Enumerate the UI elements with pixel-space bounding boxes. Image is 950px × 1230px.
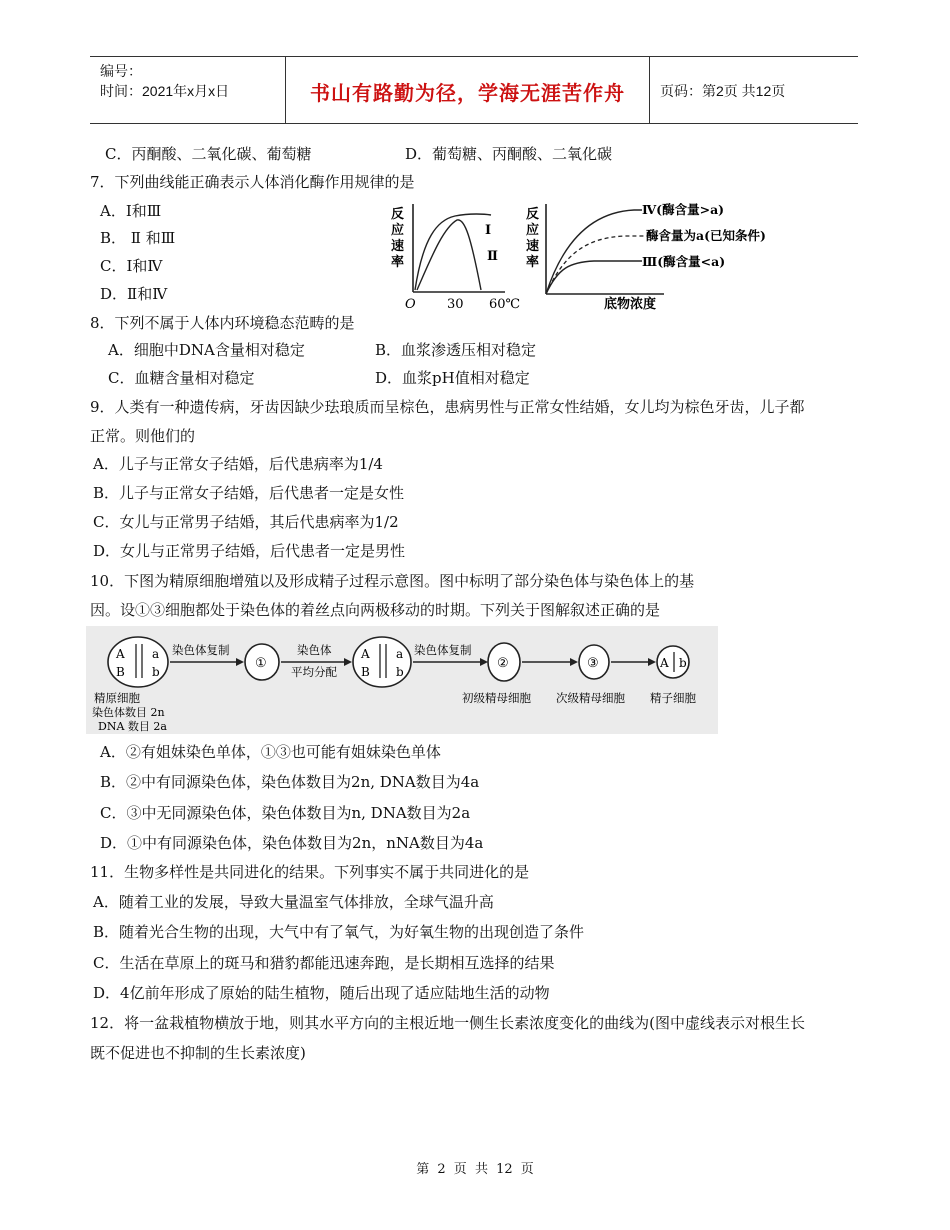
temperature-rate-graph [385, 198, 525, 313]
gene-b-1: b [152, 665, 160, 679]
graph1-curve-2 [417, 220, 481, 290]
graph1-curve-1 [415, 214, 491, 290]
footer-di: 第 [416, 1162, 430, 1177]
q10-option-a: A．②有姐妹染色单体，①③也可能有姐妹染色单体 [100, 743, 441, 761]
q11-option-c: C．生活在草原上的斑马和猎豹都能迅速奔跑，是长期相互选择的结果 [93, 954, 555, 972]
label-chromosome-count: 染色体数目 2n [92, 706, 165, 719]
q10-option-b: B．②中有同源染色体，染色体数目为2n, DNA数目为4a [100, 773, 480, 791]
graph1-ylabel-1: 反 [391, 207, 405, 222]
graph2-ylabel-3: 速 [526, 239, 540, 254]
q11-option-b: B．随着光合生物的出现，大气中有了氧气，为好氧生物的出现创造了条件 [93, 923, 585, 941]
graph1-curve-1-label: Ⅰ [485, 223, 492, 238]
motto: 书山有路勤为径，学海无涯苦作舟 [310, 81, 625, 105]
spermatogonium-cell-2 [353, 637, 411, 687]
page-header [90, 56, 858, 124]
q11-option-d: D．4亿前年形成了原始的陆生植物，随后出现了适应陆地生活的动物 [93, 984, 550, 1002]
graph1-origin: O [405, 297, 416, 312]
substrate-rate-graph [524, 198, 789, 313]
graph2-curve-3 [546, 261, 642, 294]
q7-option-b: B． Ⅱ 和Ⅲ [100, 229, 176, 247]
q10-option-c: C．③中无同源染色体，染色体数目为n, DNA数目为2a [100, 804, 471, 822]
q8-option-c: C．血糖含量相对稳定 [108, 369, 255, 387]
q7-stem: 7．下列曲线能正确表示人体消化酶作用规律的是 [90, 173, 415, 191]
q7-option-d: D．Ⅱ和Ⅳ [100, 285, 168, 303]
graph1-ylabel-4: 率 [391, 255, 405, 270]
footer-ye: 页 [453, 1162, 467, 1177]
q9-stem-line2: 正常。则他们的 [90, 427, 196, 445]
q9-stem-line1: 9．人类有一种遗传病，牙齿因缺少珐琅质而呈棕色，患病男性与正常女性结婚，女儿均为棕色牙齿，儿子都 [90, 398, 805, 416]
sperm-gene-b: b [679, 656, 687, 670]
q12-stem-line1: 12．将一盆栽植物横放于地，则其水平方向的主根近地一侧生长素浓度变化的曲线为(图中虚线表示对根生长 [90, 1014, 805, 1032]
q6-option-c: C．丙酮酸、二氧化碳、葡萄糖 [105, 145, 312, 163]
graph2-ylabel-4: 率 [526, 255, 540, 270]
graph2-ylabel-2: 应 [526, 223, 540, 238]
q7-option-a: A．Ⅰ和Ⅲ [100, 202, 162, 220]
gene-B-2: B [361, 665, 370, 679]
footer-page-number: 2 [437, 1162, 446, 1177]
gene-A-1: A [116, 647, 125, 661]
graph2-ylabel-1: 反 [526, 207, 540, 222]
header-right-cell [648, 57, 858, 123]
gene-A-2: A [361, 647, 370, 661]
arrow-distribution-label-1: 染色体 [297, 643, 332, 657]
label-secondary-spermatocyte: 次级精母细胞 [556, 691, 625, 705]
label-primary-spermatocyte: 初级精母细胞 [462, 691, 531, 705]
q8-stem: 8．下列不属于人体内环境稳态范畴的是 [90, 314, 355, 332]
arrow-distribution-label-2: 平均分配 [291, 665, 337, 679]
footer-gong: 共 [474, 1162, 488, 1177]
header-left-cell [90, 57, 285, 123]
cell-3-label: ③ [587, 656, 599, 671]
label-spermatogonium: 精原细胞 [94, 691, 140, 705]
gene-B-1: B [116, 665, 125, 679]
gene-a-2: a [396, 647, 404, 661]
graph2-xlabel: 底物浓度 [604, 297, 657, 312]
q11-stem: 11．生物多样性是共同进化的结果。下列事实不属于共同进化的是 [90, 863, 530, 881]
graph1-ylabel-2: 应 [391, 223, 405, 238]
graph2-curve-3-label: Ⅲ(酶含量<a) [642, 254, 726, 269]
q9-option-a: A．儿子与正常女子结婚，后代患病率为1/4 [93, 455, 383, 473]
q8-option-a: A．细胞中DNA含量相对稳定 [108, 341, 305, 359]
spermatogonium-cell [108, 637, 168, 687]
q9-option-b: B．儿子与正常女子结婚，后代患者一定是女性 [93, 484, 405, 502]
q10-stem-line2: 因。设①③细胞都处于染色体的着丝点向两极移动的时期。下列关于图解叙述正确的是 [90, 601, 661, 619]
date-text: 时间：2021年x月x日 [100, 83, 230, 99]
q11-option-a: A．随着工业的发展，导致大量温室气体排放，全球气温升高 [93, 893, 494, 911]
header-center-cell [285, 57, 650, 123]
arrow-replication-1-label: 染色体复制 [172, 643, 230, 657]
graph2-curve-4 [546, 210, 642, 294]
q8-option-d: D．血浆pH值相对稳定 [375, 369, 530, 387]
label-spermatid: 精子细胞 [650, 691, 696, 705]
q7-option-c: C．Ⅰ和Ⅳ [100, 257, 163, 275]
gene-b-2: b [396, 665, 404, 679]
gene-a-1: a [152, 647, 160, 661]
number-label: 编号： [100, 63, 142, 79]
q12-stem-line2: 既不促进也不抑制的生长素浓度) [90, 1044, 306, 1062]
sperm-gene-A: A [660, 656, 669, 670]
cell-1-label: ① [255, 656, 267, 671]
header-page-number: 页码：第2页 共12页 [660, 83, 786, 99]
label-dna-count: DNA 数目 2a [98, 720, 167, 733]
footer-total-pages: 12 [496, 1162, 513, 1177]
q8-option-b: B．血浆渗透压相对稳定 [375, 341, 537, 359]
footer-ye-2: 页 [520, 1162, 534, 1177]
page-footer [0, 1158, 950, 1177]
q6-option-d: D．葡萄糖、丙酮酸、二氧化碳 [405, 145, 613, 163]
q10-option-d: D．①中有同源染色体，染色体数目为2n，nNA数目为4a [100, 834, 484, 852]
graph2-curve-mid-label: 酶含量为a(已知条件) [646, 228, 766, 243]
graph1-tick-30: 30 [447, 297, 464, 312]
q9-option-c: C．女儿与正常男子结婚，其后代患病率为1/2 [93, 513, 399, 531]
graph1-ylabel-3: 速 [391, 239, 405, 254]
spermatogenesis-diagram [86, 626, 718, 734]
graph1-tick-60: 60℃ [489, 297, 521, 312]
q9-option-d: D．女儿与正常男子结婚，后代患者一定是男性 [93, 542, 406, 560]
cell-2-label: ② [497, 656, 509, 671]
graph2-curve-4-label: Ⅳ(酶含量>a) [642, 202, 725, 217]
q10-stem-line1: 10．下图为精原细胞增殖以及形成精子过程示意图。图中标明了部分染色体与染色体上的基 [90, 572, 695, 590]
arrow-replication-2-label: 染色体复制 [414, 643, 472, 657]
graph1-curve-2-label: Ⅱ [487, 249, 498, 264]
